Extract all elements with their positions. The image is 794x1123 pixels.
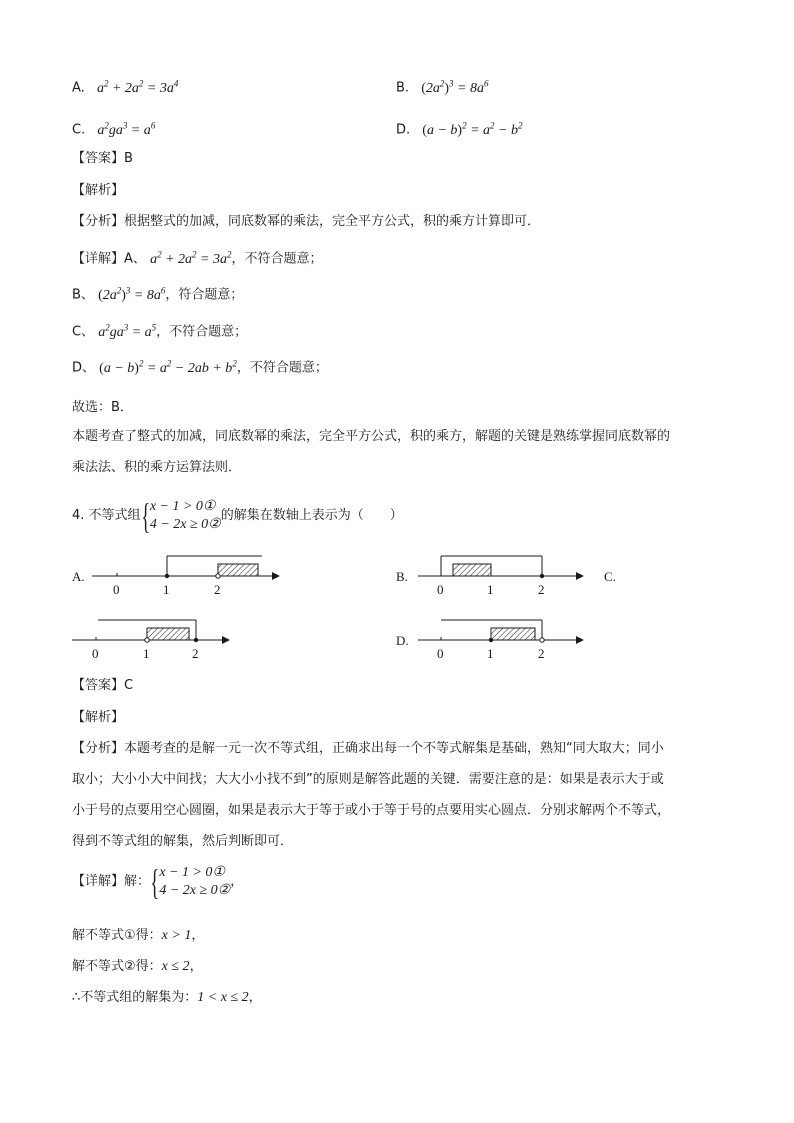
solve-suffix: ， (189, 959, 203, 974)
detail-suffix: ，符合题意； (165, 287, 244, 303)
analysis-text: 本题考查的是解一元一次不等式组，正确求出每一个不等式解集是基础，熟知“同大取大；同小 (124, 741, 664, 756)
analysis-text: 根据整式的加减，同底数幂的乘法，完全平方公式，积的乘方计算即可． (124, 214, 541, 229)
inequality-2: 4 − 2x ≥ 0② (149, 517, 221, 532)
brace-icon: { (140, 496, 150, 536)
q3-detail-b (72, 281, 243, 305)
solve-expression: x > 1 (161, 928, 192, 943)
result-expression: 1 < x ≤ 2 (197, 990, 249, 1005)
q4-stem (72, 498, 403, 534)
q3-explain-tag: 【解析】 (72, 183, 125, 198)
q3-detail-a (72, 245, 322, 269)
analysis-tag: 【分析】 (72, 741, 125, 756)
q4-number-line-options (0, 548, 794, 668)
inequality-1: x − 1 > 0① (159, 865, 225, 880)
solve-prefix: 解不等式②得： (72, 959, 162, 974)
detail-tag: 【详解】 (72, 251, 125, 267)
hollow-dot (540, 638, 544, 642)
q3-option-c[interactable] (72, 116, 155, 140)
tick-label: 0 (113, 582, 120, 597)
number-line-d[interactable] (396, 620, 584, 661)
option-label: D. (396, 122, 411, 138)
tick-label: 1 (487, 582, 494, 597)
solve-suffix: ， (191, 928, 205, 943)
number-line-b[interactable] (396, 556, 616, 597)
solid-dot (165, 574, 169, 578)
stem-suffix: 的解集在数轴上表示为（ ） (220, 508, 403, 523)
detail-suffix: ，不符合题意； (231, 251, 323, 267)
detail-suffix: ， (230, 874, 244, 889)
q4-analysis-line-1 (72, 740, 664, 758)
option-expression: $a^2ga^3 = a^6$ (97, 120, 156, 138)
q4-detail (72, 864, 243, 900)
solid-dot (194, 638, 198, 642)
q4-analysis-line-2: 取小；大小小大中间找；大大小小找不到”的原则是解答此题的关键．需要注意的是：如果是表示大于或 (72, 772, 664, 787)
tick-label: 0 (437, 582, 444, 597)
inequality-1: x − 1 > 0① (149, 499, 216, 514)
q3-summary-line-1: 本题考查了整式的加减，同底数幂的乘法，完全平方公式，积的乘方，解题的关键是熟练掌握同底数幂的 (72, 429, 671, 444)
option-label: B. (396, 569, 408, 584)
tick-label: 2 (538, 646, 545, 661)
q4-result (72, 989, 262, 1007)
detail-suffix: ，不符合题意； (236, 360, 328, 376)
detail-prefix: 解： (124, 874, 151, 889)
arrow-icon (576, 572, 584, 580)
detail-expression: $a^2 + 2a^2 = 3a^2$ (150, 249, 232, 267)
result-prefix: ∴不等式组的解集为： (72, 990, 198, 1005)
stem-prefix: 4. 不等式组 (72, 508, 141, 523)
tick-label: 0 (437, 646, 444, 661)
answer-tag: 【答案】 (72, 151, 125, 166)
number-line-a[interactable] (72, 556, 280, 597)
detail-tag: 【详解】 (72, 874, 125, 889)
arrow-icon (576, 636, 584, 644)
detail-suffix: ，不符合题意； (156, 324, 248, 340)
number-line-c[interactable] (72, 620, 230, 661)
detail-prefix: A、 (124, 251, 146, 267)
detail-prefix: C、 (72, 324, 95, 340)
tick-label: 1 (487, 646, 494, 661)
option-expression: $(2a^2)^3 = 8a^6$ (421, 78, 489, 96)
detail-expression: $(a - b)^2 = a^2 - 2ab + b^2$ (99, 358, 237, 376)
option-expression: $a^2 + 2a^2 = 3a^4$ (96, 78, 179, 96)
tick-label: 0 (92, 646, 99, 661)
answer-value: C (124, 678, 134, 693)
q3-detail-d (72, 354, 328, 378)
q4-analysis-line-3: 小于号的点要用空心圆圈，如果是表示大于等于或小于等于号的点要用实心圆点．分别求解两个不等式， (72, 803, 671, 818)
q3-analysis (72, 213, 540, 231)
tick-label: 2 (214, 582, 221, 597)
answer-tag: 【答案】 (72, 678, 125, 693)
q3-answer (72, 150, 133, 168)
q3-summary-line-2: 乘法法、积的乘方运算法则． (72, 460, 242, 475)
result-suffix: ， (248, 990, 262, 1005)
option-label: D. (396, 633, 409, 648)
q3-option-b[interactable] (396, 74, 489, 98)
solid-dot (489, 638, 493, 642)
answer-value: B (124, 151, 133, 166)
solve-expression: x ≤ 2 (161, 959, 190, 974)
option-label: A. (72, 80, 85, 96)
q4-explain-tag: 【解析】 (72, 710, 125, 725)
q4-analysis-line-4: 得到不等式组的解集，然后判断即可． (72, 834, 294, 849)
option-label: C. (72, 122, 86, 138)
detail-expression: $(2a^2)^3 = 8a^6$ (98, 285, 166, 303)
solid-dot (540, 574, 544, 578)
option-label: B. (396, 80, 410, 96)
inequality-2: 4 − 2x ≥ 0② (159, 883, 231, 898)
q4-answer (72, 677, 133, 695)
detail-expression: $a^2ga^3 = a^5$ (98, 322, 157, 340)
tick-label: 1 (163, 582, 170, 597)
q4-solve-2 (72, 958, 203, 976)
analysis-tag: 【分析】 (72, 214, 125, 229)
hollow-dot (216, 574, 220, 578)
q4-solve-1 (72, 927, 204, 945)
arrow-icon (222, 636, 230, 644)
tick-label: 2 (192, 646, 199, 661)
q3-option-d[interactable] (396, 116, 523, 140)
solve-prefix: 解不等式①得： (72, 928, 162, 943)
q3-choice: 故选：B． (72, 400, 133, 415)
detail-prefix: B、 (72, 287, 94, 303)
brace-icon: { (150, 862, 159, 902)
option-label-c: C. (604, 569, 616, 584)
option-expression: $(a - b)^2 = a^2 - b^2$ (422, 120, 523, 138)
q3-detail-c (72, 318, 247, 342)
detail-prefix: D、 (72, 360, 96, 376)
option-label: A. (72, 569, 85, 584)
tick-label: 2 (538, 582, 545, 597)
q3-option-a[interactable] (72, 74, 178, 98)
arrow-icon (272, 572, 280, 580)
tick-label: 1 (143, 646, 150, 661)
hollow-dot (145, 638, 149, 642)
